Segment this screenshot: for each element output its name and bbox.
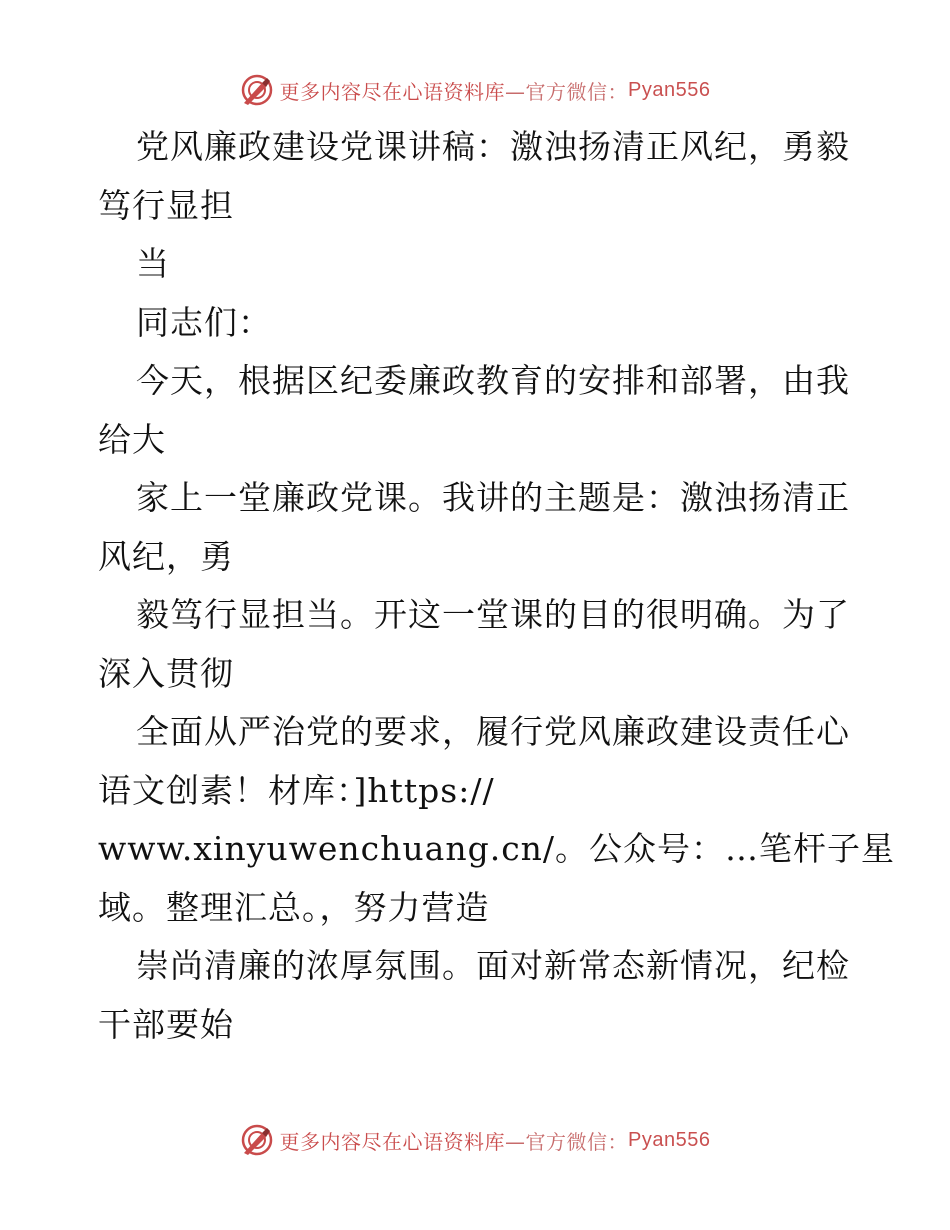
footer-watermark xyxy=(0,1120,950,1160)
document-line: 家上一堂廉政党课。我讲的主题是：激浊扬清正 xyxy=(136,478,850,517)
document-line: 风纪，勇 xyxy=(98,536,234,576)
document-line: www.xinyuwenchuang.cn/。公众号：…笔杆子星 xyxy=(98,829,896,868)
document-body xyxy=(98,118,896,1054)
watermark-sub-text: —官方微信： xyxy=(505,79,629,104)
document-line: 毅笃行显担当。开这一堂课的目的很明确。为了 xyxy=(136,595,850,634)
document-line: 语文创素！材库：]https:// xyxy=(98,770,495,810)
header-watermark xyxy=(0,70,950,110)
document-line: 域。整理汇总。，努力营造 xyxy=(98,887,490,927)
document-line: 深入贯彻 xyxy=(98,653,234,693)
watermark-main-text: 更多内容尽在心语资料库 xyxy=(279,1129,506,1154)
document-line: 当 xyxy=(136,244,170,283)
document-line: 党风廉政建设党课讲稿：激浊扬清正风纪，勇毅 xyxy=(136,127,850,166)
watermark-wechat-id: Pyan556 xyxy=(628,78,711,101)
document-line: 今天，根据区纪委廉政教育的安排和部署，由我 xyxy=(136,361,850,400)
document-line: 笃行显担 xyxy=(98,185,234,225)
pen-logo-icon xyxy=(240,1123,274,1157)
document-line: 同志们： xyxy=(136,302,272,342)
watermark-sub-text: —官方微信： xyxy=(505,1129,629,1154)
document-line: 崇尚清廉的浓厚氛围。面对新常态新情况，纪检 xyxy=(136,946,850,985)
document-line: 全面从严治党的要求，履行党风廉政建设责任心 xyxy=(136,712,850,751)
watermark-wechat-id: Pyan556 xyxy=(628,1128,711,1151)
document-line: 干部要始 xyxy=(98,1004,234,1044)
pen-logo-icon xyxy=(240,73,274,107)
document-line: 给大 xyxy=(98,419,166,459)
watermark-main-text: 更多内容尽在心语资料库 xyxy=(279,79,506,104)
